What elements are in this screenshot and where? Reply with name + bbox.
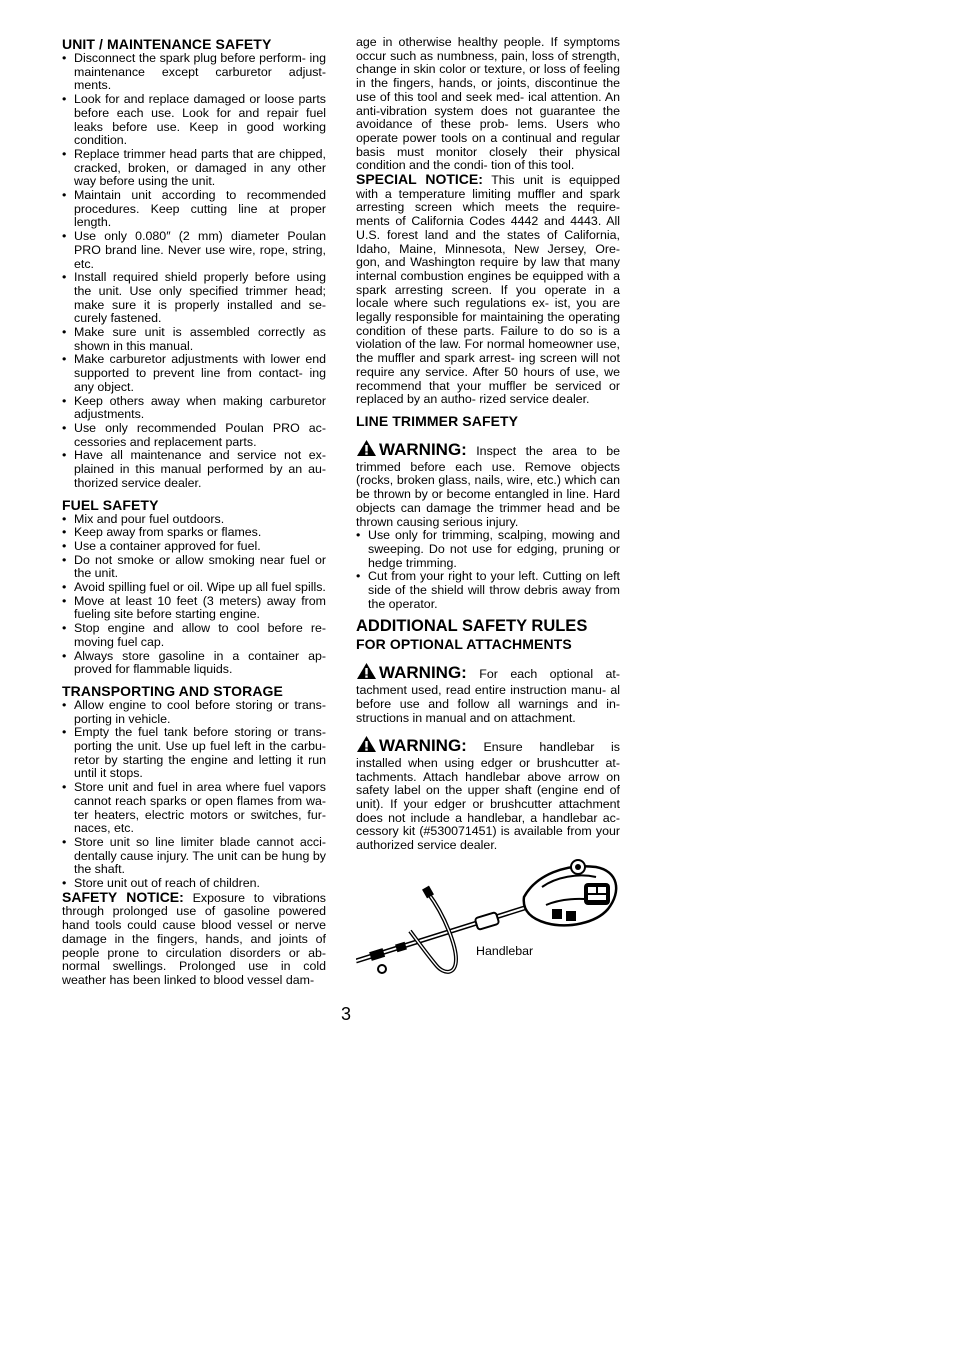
list-item: • Do not smoke or allow smoking near fuel or the unit. bbox=[62, 554, 326, 581]
unit-maintenance-list bbox=[62, 52, 326, 491]
list-item: • Have all maintenance and service not ex- plained in this manual performed by an au- thorized service dealer. bbox=[62, 449, 326, 490]
safety-notice-paragraph bbox=[62, 888, 326, 988]
attachment-warning-text: For each optional at- tachment used, read entire instruction manu- al before use and follow all warnings and in- structions in manual and on attachment. bbox=[356, 667, 620, 725]
list-item: • Replace trimmer head parts that are chipped, cracked, broken, or damaged in any other way before using the unit. bbox=[62, 148, 326, 189]
list-item: • Store unit and fuel in area where fuel vapors cannot reach sparks or open flames from wa- ter heaters, electric motors or switches, fur- naces, etc. bbox=[62, 781, 326, 836]
list-item: • Keep others away when making carburetor adjustments. bbox=[62, 395, 326, 422]
list-item: • Look for and replace damaged or loose parts before each use. Look for and repair fuel leaks before use. Keep in good working condition. bbox=[62, 93, 326, 148]
warning-label: WARNING: bbox=[379, 439, 467, 459]
right-column bbox=[356, 36, 620, 987]
list-item: • Use a container approved for fuel. bbox=[62, 540, 326, 554]
list-item: • Mix and pour fuel outdoors. bbox=[62, 513, 326, 527]
transporting-storage-heading: TRANSPORTING AND STORAGE bbox=[62, 682, 283, 699]
list-item: • Make carburetor adjustments with lower end supported to prevent line from contact- ing any object. bbox=[62, 353, 326, 394]
list-item: • Use only for trimming, scalping, mowing and sweeping. Do not use for edging, pruning or hedge trimming. bbox=[356, 529, 620, 570]
special-notice-lead: SPECIAL NOTICE: bbox=[356, 171, 483, 188]
attachment-warning-paragraph bbox=[356, 662, 620, 725]
handlebar-warning-text: Ensure handlebar is installed when using edger or brushcutter at- tachments. Attach handlebar above arrow on safety label on the upper shaft (engine end of unit). If your edger or brushcutter attachment does not include a handlebar, a handlebar ac- cessory kit (#530071451) is available from your authorized service dealer. bbox=[356, 740, 620, 853]
safety-notice-continued: age in otherwise healthy people. If symptoms occur such as numbness, pain, loss of strength, change in skin color or texture, or loss of feeling in the fingers, hands, or joints, discontinue the use of this tool and seek med- ical attention. An anti-vibration system does not guarantee the avoidance of these prob- lems. Users who operate power tools on a continual and regular basis must monitor closely their physical condition and the condi- tion of this tool. bbox=[356, 35, 620, 173]
list-item: • Use only 0.080″ (2 mm) diameter Poulan PRO brand line. Never use wire, rope, string, etc. bbox=[62, 230, 326, 271]
list-item: • Disconnect the spark plug before perform- ing maintenance except carburetor adjust- ments. bbox=[62, 52, 326, 93]
additional-safety-heading: ADDITIONAL SAFETY RULES bbox=[356, 617, 588, 636]
special-notice-paragraph bbox=[356, 173, 620, 407]
handlebar-label: Handlebar bbox=[476, 943, 534, 958]
fuel-safety-heading: FUEL SAFETY bbox=[62, 496, 159, 513]
list-item: • Install required shield properly before using the unit. Use only specified trimmer head; make sure it is properly installed and se- curely fastened. bbox=[62, 271, 326, 326]
list-item: • Stop engine and allow to cool before re- moving fuel cap. bbox=[62, 622, 326, 649]
warning-label: WARNING: bbox=[379, 663, 467, 683]
list-item: • Use only recommended Poulan PRO ac- cessories and replacement parts. bbox=[62, 422, 326, 449]
transporting-storage-list bbox=[62, 699, 326, 891]
safety-notice-lead: SAFETY NOTICE: bbox=[62, 888, 184, 905]
line-trimmer-list bbox=[356, 529, 620, 611]
warning-label: WARNING: bbox=[379, 736, 467, 756]
list-item: • Empty the fuel tank before storing or trans- porting the unit. Use up fuel left in the carbu- retor by starting the engine and letting it run until it stops. bbox=[62, 726, 326, 781]
list-item: • Allow engine to cool before storing or trans- porting in vehicle. bbox=[62, 699, 326, 726]
optional-attachments-subheading: FOR OPTIONAL ATTACHMENTS bbox=[356, 636, 572, 653]
left-column bbox=[62, 36, 326, 988]
handlebar-figure bbox=[356, 857, 620, 987]
list-item: • Maintain unit according to recommended procedures. Keep cutting line at proper length. bbox=[62, 189, 326, 230]
list-item: • Keep away from sparks or flames. bbox=[62, 526, 326, 540]
page-number: 3 bbox=[341, 1004, 352, 1024]
special-notice-text: This unit is equipped with a temperature limiting muffler and spark arresting screen which meets the require- ments of California Codes 4442 and 4443. All U.S. forest land and the states of California, Idaho, Maine, Minnesota, New Jersey, Ore- gon, and Washington require by law that many internal combustion engines be equipped with a spark arresting screen. If you operate in a locale where such regulations ex- ist, you are legally responsible for maintaining the operating condition of these parts. Failure to do so is a violation of the law. For normal homeowner use, the muffler and spark arrest- ing screen will not require any service. After 50 hours of use, we recommend that your muffler be serviced or replaced by an autho- rized service dealer. bbox=[356, 173, 620, 407]
handlebar-warning-paragraph bbox=[356, 735, 620, 853]
trimmer-handlebar-illustration bbox=[356, 857, 620, 987]
fuel-safety-list bbox=[62, 513, 326, 677]
list-item: • Cut from your right to your left. Cutting on left side of the shield will throw debris away from the operator. bbox=[356, 570, 620, 611]
safety-notice-text: Exposure to vibrations through prolonged use of gasoline powered hand tools could cause blood vessel or nerve damage in the fingers, hands, and joints of people prone to circulation disorders or ab- normal swellings. Prolonged use in cold weather has been linked to blood vessel dam- bbox=[62, 890, 326, 987]
unit-maintenance-heading: UNIT / MAINTENANCE SAFETY bbox=[62, 36, 272, 52]
line-trimmer-safety-heading: LINE TRIMMER SAFETY bbox=[356, 412, 519, 429]
list-item: • Avoid spilling fuel or oil. Wipe up all fuel spills. bbox=[62, 581, 326, 595]
list-item: • Always store gasoline in a container ap- proved for flammable liquids. bbox=[62, 650, 326, 677]
warning-triangle-icon bbox=[356, 662, 377, 684]
list-item: • Store unit out of reach of children. bbox=[62, 877, 326, 891]
warning-triangle-icon bbox=[356, 439, 377, 461]
list-item: • Make sure unit is assembled correctly as shown in this manual. bbox=[62, 326, 326, 353]
line-warning-paragraph bbox=[356, 439, 620, 529]
warning-triangle-icon bbox=[356, 735, 377, 757]
line-warning-text: Inspect the area to be trimmed before each use. Remove objects (rocks, broken glass, nails, wire, etc.) which can be thrown by or become entangled in line. Hard objects can damage the trimmer head and be thrown causing serious injury. bbox=[356, 443, 620, 529]
list-item: • Move at least 10 feet (3 meters) away from fueling site before starting engine. bbox=[62, 595, 326, 622]
list-item: • Store unit so line limiter blade cannot acci- dentally cause injury. The unit can be hung by the shaft. bbox=[62, 836, 326, 877]
